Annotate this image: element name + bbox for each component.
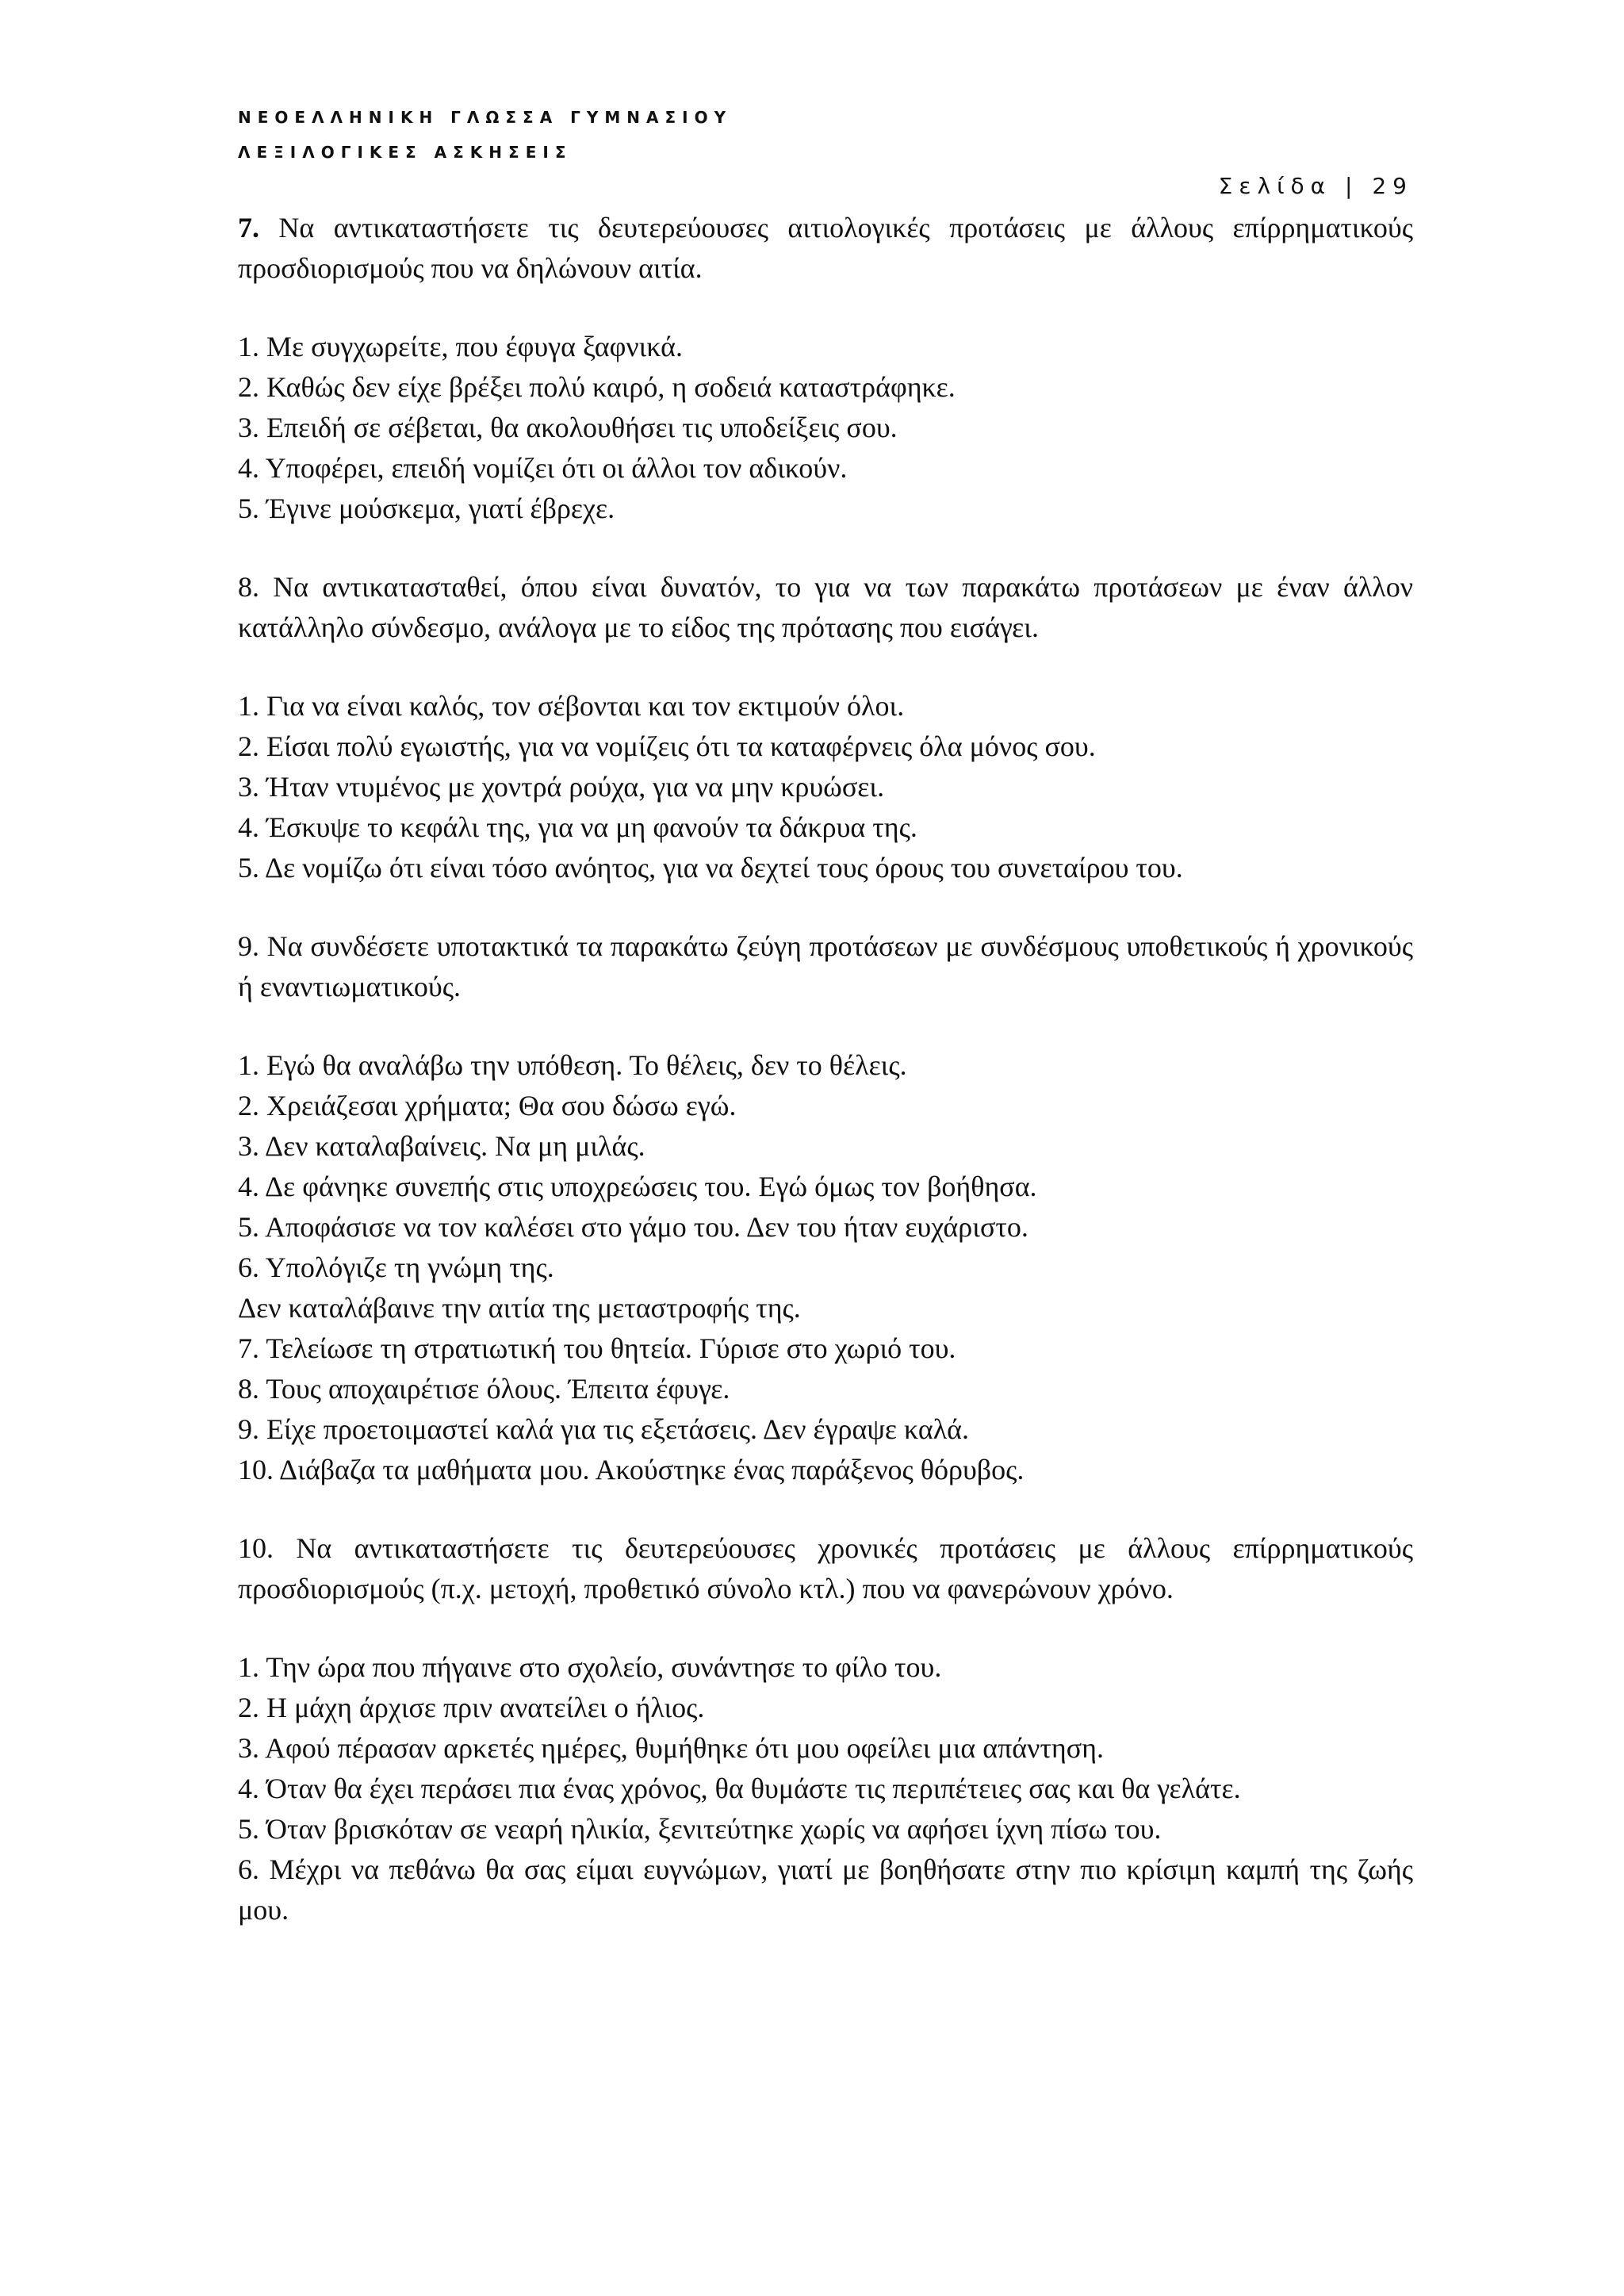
list-item: 7. Τελείωσε τη στρατιωτική του θητεία. Γύρισε στο χωριό του. [238, 1332, 956, 1364]
list-item: 6. Μέχρι να πεθάνω θα σας είμαι ευγνώμων, γιατί με βοηθήσατε στην πιο κρίσιμη καμπή της ζωής μου. [238, 1853, 1413, 1926]
list-item: 4. Υποφέρει, επειδή νομίζει ότι οι άλλοι τον αδικούν. [238, 452, 848, 484]
list-item: 9. Είχε προετοιμαστεί καλά για τις εξετάσεις. Δεν έγραψε καλά. [238, 1413, 970, 1445]
list-item: 3. Δεν καταλαβαίνεις. Να μη μιλάς. [238, 1130, 645, 1162]
list-item: 3. Ήταν ντυμένος με χοντρά ρούχα, για να μην κρυώσει. [238, 771, 885, 803]
instruction-text: Να αντικαταστήσετε τις δευτερεύουσες αιτιολογικές προτάσεις με άλλους επίρρηματικούς προσδιορισμούς που να δηλώνουν αιτία. [238, 212, 1414, 284]
exercise-items [238, 1045, 1413, 1490]
list-item: 4. Όταν θα έχει περάσει πια ένας χρόνος, θα θυμάστε τις περιπέτειες σας και θα γελάτε. [238, 1773, 1241, 1804]
exercise-number: 9. [238, 930, 259, 962]
instruction-text: Να συνδέσετε υποτακτικά τα παρακάτω ζεύγη προτάσεων με συνδέσμους υποθετικούς ή χρονικούς ή εναντιωματικούς. [238, 930, 1414, 1002]
list-item: 4. Έσκυψε το κεφάλι της, για να μη φανούν τα δάκρυα της. [238, 811, 917, 843]
exercise-7 [238, 208, 1413, 529]
list-item: 6. Υπολόγιζε τη γνώμη της. [238, 1251, 554, 1283]
exercise-items [238, 686, 1413, 888]
exercise-8 [238, 567, 1413, 888]
exercise-instruction [238, 208, 1413, 289]
list-item: 1. Με συγχωρείτε, που έφυγα ξαφνικά. [238, 331, 683, 362]
header-exercises-title: ΛΕΞΙΛΟΓΙΚΕΣ ΑΣΚΗΣΕΙΣ [238, 143, 573, 162]
exercise-number: 7. [238, 212, 259, 243]
list-item: 4. Δε φάνηκε συνεπής στις υποχρεώσεις του. Εγώ όμως τον βοήθησα. [238, 1171, 1037, 1202]
list-item: 2. Είσαι πολύ εγωιστής, για να νομίζεις ότι τα καταφέρνεις όλα μόνος σου. [238, 730, 1096, 762]
exercise-number: 8. [238, 571, 259, 603]
list-item: 5. Όταν βρισκόταν σε νεαρή ηλικία, ξενιτεύτηκε χωρίς να αφήσει ίχνη πίσω του. [238, 1813, 1162, 1845]
list-item: 1. Για να είναι καλός, τον σέβονται και τον εκτιμούν όλοι. [238, 690, 905, 722]
list-item: 5. Αποφάσισε να τον καλέσει στο γάμο του. Δεν του ήταν ευχάριστο. [238, 1211, 1028, 1243]
list-item: 2. Χρειάζεσαι χρήματα; Θα σου δώσω εγώ. [238, 1090, 737, 1121]
list-item: 2. Η μάχη άρχισε πριν ανατείλει ο ήλιος. [238, 1692, 705, 1723]
list-item: 1. Την ώρα που πήγαινε στο σχολείο, συνάντησε το φίλο του. [238, 1651, 942, 1683]
list-item: Δεν καταλάβαινε την αιτία της μεταστροφής της. [238, 1292, 801, 1324]
instruction-text: Να αντικατασταθεί, όπου είναι δυνατόν, το για να των παρακάτω προτάσεων με έναν άλλον κατάλληλο σύνδεσμο, ανάλογα με το είδος της πρότασης που εισάγει. [238, 571, 1414, 643]
instruction-text: Να αντικαταστήσετε τις δευτερεύουσες χρονικές προτάσεις με άλλους επίρρηματικούς προσδιορισμούς (π.χ. μετοχή, προθετικό σύνολο κτλ.) που να φανερώνουν χρόνο. [238, 1532, 1413, 1604]
list-item: 2. Καθώς δεν είχε βρέξει πολύ καιρό, η σοδειά καταστράφηκε. [238, 371, 956, 403]
list-item: 1. Εγώ θα αναλάβω την υπόθεση. Το θέλεις, δεν το θέλεις. [238, 1049, 907, 1081]
exercise-10 [238, 1528, 1413, 1930]
list-item: 5. Δε νομίζω ότι είναι τόσο ανόητος, για να δεχτεί τους όρους του συνεταίρου του. [238, 852, 1183, 884]
exercise-instruction [238, 926, 1413, 1007]
exercise-items [238, 327, 1413, 529]
exercise-instruction [238, 1528, 1413, 1609]
list-item: 3. Αφού πέρασαν αρκετές ημέρες, θυμήθηκε ότι μου οφείλει μια απάντηση. [238, 1732, 1104, 1764]
list-item: 8. Τους αποχαιρέτισε όλους. Έπειτα έφυγε. [238, 1373, 730, 1405]
exercise-9 [238, 926, 1413, 1490]
exercise-instruction [238, 567, 1413, 648]
header-course-title: ΝΕΟΕΛΛΗΝΙΚΗ ΓΛΩΣΣΑ ΓΥΜΝΑΣΙΟΥ [238, 108, 733, 127]
list-item: 3. Επειδή σε σέβεται, θα ακολουθήσει τις υποδείξεις σου. [238, 412, 898, 443]
list-item: 10. Διάβαζα τα μαθήματα μου. Ακούστηκε ένας παράξενος θόρυβος. [238, 1454, 1025, 1485]
list-item: 5. Έγινε μούσκεμα, γιατί έβρεχε. [238, 493, 615, 524]
exercise-number: 10. [238, 1532, 274, 1564]
page-number: Σελίδα | 29 [1218, 173, 1413, 199]
document-body [238, 208, 1413, 1968]
exercise-items [238, 1647, 1413, 1930]
